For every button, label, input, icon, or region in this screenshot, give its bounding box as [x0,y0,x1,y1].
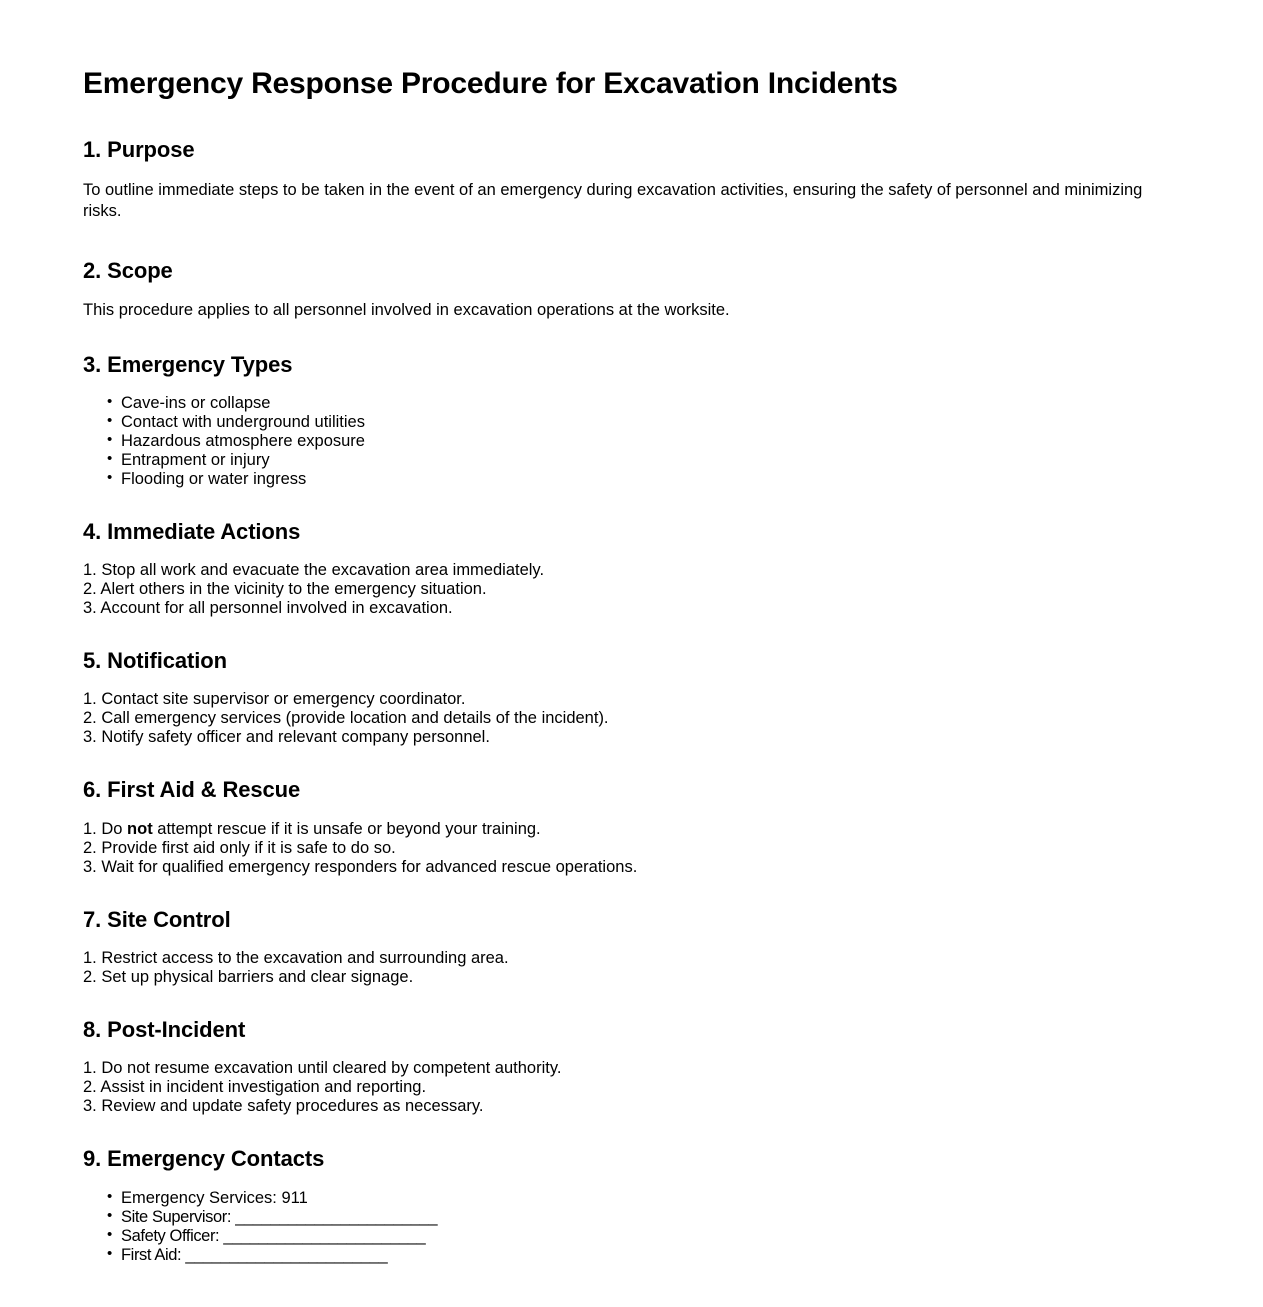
list-item [83,839,1180,858]
section-heading-post-incident: 8. Post-Incident [83,1016,246,1042]
section-heading-scope: 2. Scope [83,258,173,283]
section-immediate-actions [83,519,1180,618]
list-item-suffix: attempt rescue if it is unsafe or beyond your training. [152,819,541,838]
list-item: • Entrapment or injury [107,451,1180,470]
emergency-contacts-list [83,1189,1180,1265]
section-purpose [83,137,1180,222]
list-item: • Site Supervisor: _______________________ [107,1208,1180,1227]
section-heading-site-control: 7. Site Control [83,906,231,932]
section-notification [83,648,1180,747]
post-incident-list [83,1059,1180,1116]
list-item: 1. Stop all work and evacuate the excavation area immediately. [83,561,545,580]
spacer [83,1173,1180,1189]
section-site-control [83,907,1180,987]
spacer [83,378,1180,394]
spacer [83,618,1180,648]
spacer [83,222,1180,258]
section-heading-emergency-contacts: 9. Emergency Contacts [83,1146,325,1172]
section-emergency-types [83,352,1180,489]
spacer [83,489,1180,519]
list-item: • Flooding or water ingress [107,470,1180,489]
list-item: 3. Notify safety officer and relevant company personnel. [83,728,490,747]
spacer [83,1043,1180,1059]
spacer [83,164,1180,180]
list-item: 2. Alert others in the vicinity to the emergency situation. [83,580,487,599]
list-item-emphasis: not [127,819,153,838]
list-item [83,820,1180,839]
section-scope [83,258,1180,322]
section-first-aid-rescue [83,777,1180,876]
list-item: • Emergency Services: 911 [107,1189,1180,1208]
list-item: • First Aid: _______________________ [107,1246,1180,1265]
section-paragraph-scope: This procedure applies to all personnel involved in excavation operations at the worksite. [83,301,730,320]
list-item-prefix: 3. Wait for qualified emergency responders for advanced rescue operations. [83,857,638,876]
list-item [83,858,1180,877]
list-item: 3. Review and update safety procedures as necessary. [83,1097,484,1116]
list-item: • Cave-ins or collapse [107,394,1180,413]
list-item: • Contact with underground utilities [107,413,1180,432]
list-item: 3. Account for all personnel involved in excavation. [83,599,453,618]
section-heading-first-aid-rescue: 6. First Aid & Rescue [83,777,301,803]
list-item: 2. Call emergency services (provide location and details of the incident). [83,709,609,728]
spacer [83,1116,1180,1146]
list-item: 1. Restrict access to the excavation and surrounding area. [83,949,509,968]
spacer [83,747,1180,777]
spacer [83,933,1180,949]
section-heading-purpose: 1. Purpose [83,137,195,163]
list-item-prefix: 1. Do [83,819,128,838]
first-aid-rescue-list [83,820,1180,877]
emergency-types-list [83,394,1180,489]
spacer [83,804,1180,820]
list-item: 2. Set up physical barriers and clear signage. [83,967,414,986]
notification-list [83,690,1180,747]
section-heading-emergency-types: 3. Emergency Types [83,351,293,377]
list-item: • Hazardous atmosphere exposure [107,432,1180,451]
section-heading-notification: 5. Notification [83,648,227,674]
section-emergency-contacts [83,1146,1180,1264]
section-post-incident [83,1017,1180,1116]
list-item: 1. Contact site supervisor or emergency coordinator. [83,690,466,709]
spacer [83,545,1180,561]
list-item-prefix: 2. Provide first aid only if it is safe to do so. [83,838,396,857]
immediate-actions-list [83,561,1180,618]
list-item: 1. Do not resume excavation until cleared by competent authority. [83,1059,562,1078]
spacer [83,101,1180,137]
spacer [83,322,1180,352]
spacer [83,877,1180,907]
list-item: 2. Assist in incident investigation and reporting. [83,1078,427,1097]
section-paragraph-purpose: To outline immediate steps to be taken in the event of an emergency during excavation activities, ensuring the safety of personnel and minimizing risks. [83,180,1143,220]
list-item: • Safety Officer: _______________________ [107,1227,1180,1246]
site-control-list [83,949,1180,987]
spacer [83,987,1180,1017]
spacer [83,674,1180,690]
section-heading-immediate-actions: 4. Immediate Actions [83,518,301,544]
page-title: Emergency Response Procedure for Excavation Incidents [83,67,898,100]
spacer [83,284,1180,300]
